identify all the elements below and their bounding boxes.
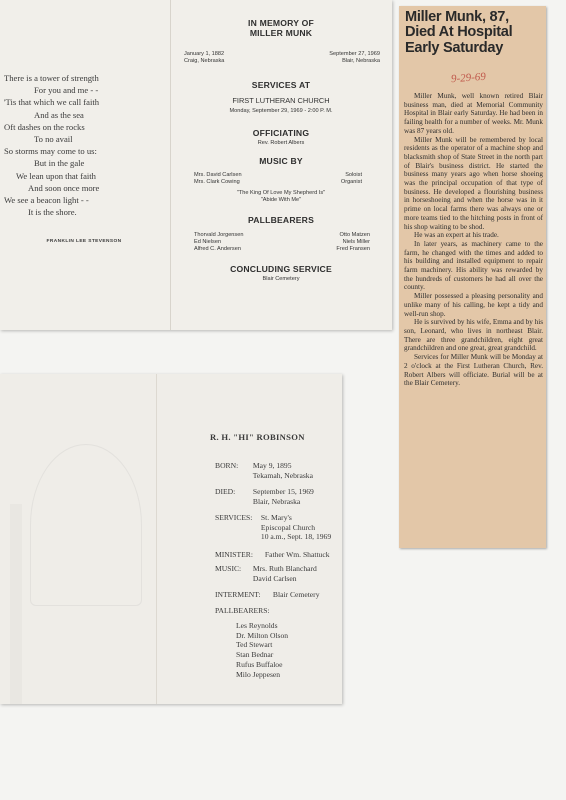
song-title: "Abide With Me" bbox=[260, 197, 302, 204]
born-row bbox=[215, 461, 313, 480]
born-place: Tekamah, Nebraska bbox=[252, 470, 313, 480]
pallbearers-list bbox=[178, 232, 384, 254]
pallbearer-name: Fred Fransen bbox=[336, 246, 370, 253]
obituary-paragraph: Miller Munk will be remembered by local residents as the operator of a machine shop and blacksmith shop of State Street in the north part of Blair's business district. He started the business many years ago when horse shoeing was the principal occupation of that type of business. He developed a flourishing business in horseshoeing and when the horse was in it prime on local farms there was always one or more teams tied to the hitching posts in front of his shop waiting to be shod. bbox=[404, 135, 543, 231]
poem-line: 'Tis that which we call faith bbox=[4, 97, 100, 108]
memorial-program bbox=[178, 0, 384, 283]
services-line: 10 a.m., Sept. 18, 1969 bbox=[260, 532, 332, 542]
poem-line: We lean upon that faith bbox=[16, 170, 96, 181]
poem-line: So storms may come to us: bbox=[4, 146, 97, 157]
robinson-pallbearers-list bbox=[236, 621, 288, 679]
memorial-poem bbox=[4, 72, 164, 249]
obituary-newspaper-clipping bbox=[399, 6, 546, 548]
pallbearer-name: Stan Bednar bbox=[236, 650, 274, 660]
death-place: Blair, Nebraska bbox=[342, 58, 380, 65]
pallbearers-label: PALLBEARERS: bbox=[215, 606, 270, 615]
pallbearer-name: Thorvald Jorgensen bbox=[194, 231, 244, 238]
musician-role: Organist bbox=[340, 179, 362, 186]
pallbearers-row bbox=[215, 606, 270, 616]
services-line: St. Mary's bbox=[260, 513, 292, 522]
pallbearer-name: Les Reynolds bbox=[236, 621, 278, 630]
death-date: September 27, 1969 bbox=[329, 51, 380, 57]
handwritten-date: 9-29-69 bbox=[450, 70, 487, 86]
poem-line: It is the shore. bbox=[28, 207, 77, 218]
poem-line: There is a tower of strength bbox=[4, 73, 99, 83]
services-heading: SERVICES AT bbox=[251, 80, 311, 91]
life-dates bbox=[178, 51, 384, 65]
poem-line: To no avail bbox=[34, 134, 73, 145]
officiant-name: Rev. Robert Albers bbox=[257, 139, 305, 146]
memorial-title-line1: IN MEMORY OF bbox=[248, 18, 314, 28]
born-label: BORN: bbox=[215, 461, 239, 470]
obituary-body bbox=[404, 92, 543, 388]
poem-line: Oft dashes on the rocks bbox=[4, 121, 85, 132]
pallbearer-name: Niels Miller bbox=[342, 238, 370, 245]
card-cover-bleedthrough bbox=[0, 374, 156, 704]
pallbearer-name: Otto Matzen bbox=[339, 231, 370, 238]
obituary-paragraph: He is survived by his wife, Emma and by his son, Leonard, who lives in northeast Blair. There are three grandchildren, eight great grandchildren and one great, great grandchild. bbox=[404, 318, 543, 353]
musician-role: Soloist bbox=[345, 171, 362, 178]
officiating-heading: OFFICIATING bbox=[252, 127, 310, 138]
obituary-paragraph: Miller possessed a pleasing personality and unlike many of his calling, he kept a tidy and well-run shop. bbox=[404, 292, 543, 318]
pallbearer-row bbox=[194, 232, 370, 239]
interment-row bbox=[215, 590, 320, 600]
musician-row bbox=[178, 179, 384, 186]
pallbearers-heading: PALLBEARERS bbox=[247, 214, 315, 225]
music-heading: MUSIC BY bbox=[259, 155, 303, 166]
church-window-shadow bbox=[30, 444, 142, 606]
memorial-title-line2: MILLER MUNK bbox=[249, 28, 313, 38]
musician-name: Mrs. Clark Cowing bbox=[194, 179, 240, 186]
pallbearer-row bbox=[194, 239, 370, 246]
minister-row bbox=[215, 550, 330, 560]
poem-line: And as the sea bbox=[34, 109, 84, 120]
obituary-paragraph: Miller Munk, well known retired Blair business man, died at Memorial Community Hospital in Blair early Saturday. He had been in failing health for a number of weeks. Mr. Munk was 87 years old. bbox=[404, 92, 543, 135]
musician-name: Mrs. David Carlsen bbox=[194, 171, 242, 178]
obituary-headline: Miller Munk, 87, Died At Hospital Early Saturday bbox=[405, 9, 513, 56]
poem-line: And soon once more bbox=[28, 182, 100, 193]
memorial-card-miller-munk bbox=[0, 0, 392, 330]
song-title: "The King Of Love My Shepherd Is" bbox=[236, 190, 326, 197]
died-label: DIED: bbox=[215, 487, 236, 496]
minister-name: Father Wm. Shattuck bbox=[264, 550, 330, 559]
interment-label: INTERMENT: bbox=[215, 590, 261, 599]
died-date: September 15, 1969 bbox=[252, 487, 314, 496]
card-fold-line bbox=[156, 374, 157, 704]
pallbearer-name: Rufus Buffaloe bbox=[236, 659, 283, 669]
services-label: SERVICES: bbox=[215, 513, 253, 522]
obituary-paragraph: Services for Miller Munk will be Monday at 2 o'clock at the First Lutheran Church, Rev. Robert Albers will officiate. Burial will be at the Blair Cemetery. bbox=[404, 353, 543, 388]
minister-label: MINISTER: bbox=[215, 550, 253, 559]
obituary-paragraph: He was an expert at his trade. bbox=[414, 231, 499, 240]
services-line: Episcopal Church bbox=[260, 522, 316, 532]
pallbearer-name: Dr. Milton Olson bbox=[236, 630, 289, 640]
pallbearer-name: Ed Nielsen bbox=[194, 238, 222, 245]
card-fold-line bbox=[170, 0, 171, 330]
died-place: Blair, Nebraska bbox=[252, 496, 301, 506]
memorial-card-robinson bbox=[0, 374, 342, 704]
pallbearer-name: Ted Stewart bbox=[236, 640, 273, 650]
poem-author: FRANKLIN LEE STEVENSON bbox=[46, 239, 122, 245]
robinson-name-title: R. H. "HI" ROBINSON bbox=[210, 432, 305, 442]
birth-place: Craig, Nebraska bbox=[184, 58, 225, 65]
music-row bbox=[215, 564, 317, 583]
pallbearer-row bbox=[194, 246, 370, 253]
poem-line: We see a beacon light - - bbox=[4, 195, 89, 206]
musician-name: Mrs. Ruth Blanchard bbox=[252, 564, 317, 573]
cemetery-name: Blair Cemetery bbox=[262, 276, 300, 283]
obituary-paragraph: In later years, as machinery came to the farm, he changed with the times and added to his building and installed equipment to repair farm machinery. His ability was rewarded by the hundreds of customers he had all over the county. bbox=[404, 239, 543, 292]
poem-line: For you and me - - bbox=[34, 85, 99, 96]
bleed-shadow bbox=[10, 504, 22, 704]
musician-name: David Carlsen bbox=[252, 573, 297, 583]
poem-line: But in the gale bbox=[34, 158, 85, 169]
music-label: MUSIC: bbox=[215, 564, 242, 573]
birth-date: January 1, 1882 bbox=[184, 51, 225, 57]
interment-place: Blair Cemetery bbox=[272, 590, 320, 599]
services-place: FIRST LUTHERAN CHURCH bbox=[232, 96, 330, 106]
services-row bbox=[215, 513, 331, 542]
pallbearer-name: Alfred C. Andersen bbox=[194, 246, 241, 253]
services-time: Monday, September 29, 1969 - 2:00 P. M. bbox=[229, 108, 333, 115]
born-date: May 9, 1895 bbox=[252, 461, 292, 470]
concluding-service-heading: CONCLUDING SERVICE bbox=[230, 264, 332, 275]
died-row bbox=[215, 487, 314, 506]
pallbearer-name: Milo Jeppesen bbox=[236, 669, 281, 679]
musician-row bbox=[178, 172, 384, 179]
